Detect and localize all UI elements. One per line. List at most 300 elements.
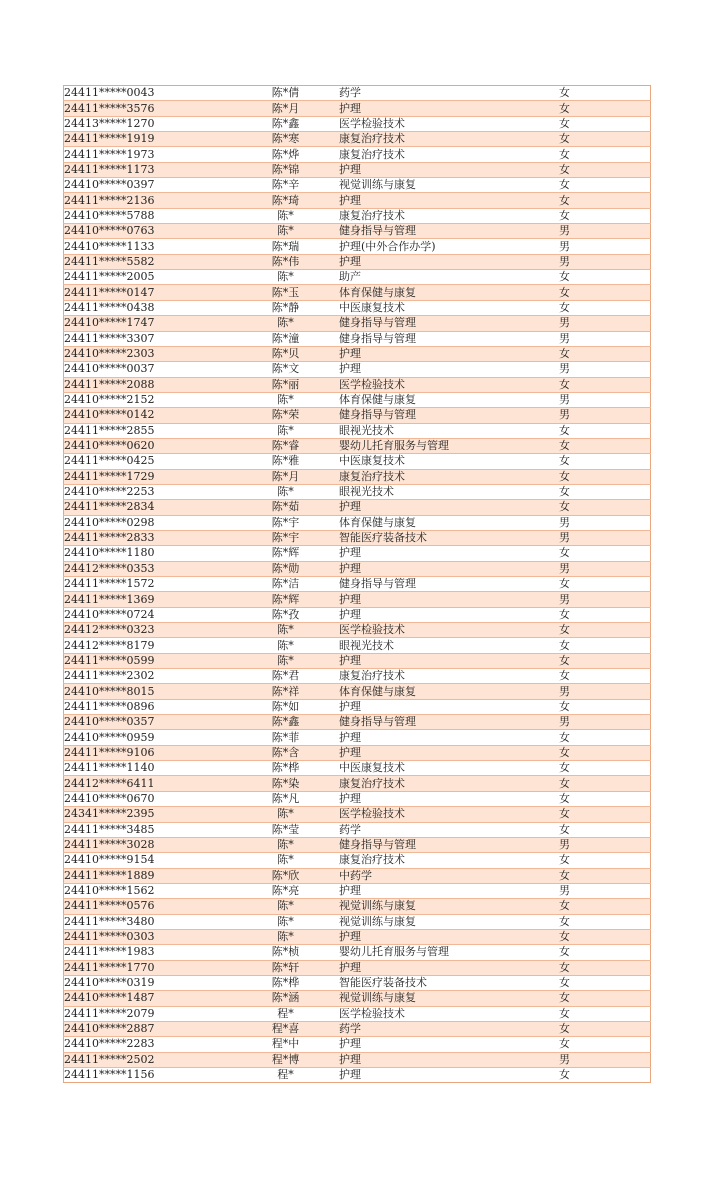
student-id-cell: 24412*****0323 bbox=[64, 623, 233, 638]
major-cell: 康复治疗技术 bbox=[339, 208, 559, 223]
table-row bbox=[64, 484, 651, 499]
major-cell: 婴幼儿托育服务与管理 bbox=[339, 438, 559, 453]
table-row bbox=[64, 132, 651, 147]
table-row bbox=[64, 592, 651, 607]
table-row bbox=[64, 362, 651, 377]
table-row bbox=[64, 1021, 651, 1036]
student-name-cell: 陈*静 bbox=[232, 300, 339, 315]
major-cell: 药学 bbox=[339, 86, 361, 100]
major-cell: 护理(中外合作办学) bbox=[339, 239, 559, 254]
table-row bbox=[64, 669, 651, 684]
table-row bbox=[64, 960, 651, 975]
student-id-cell: 24411*****0438 bbox=[64, 300, 233, 315]
student-name-cell: 陈*孜 bbox=[232, 607, 339, 622]
student-name-cell: 陈* bbox=[232, 623, 339, 638]
table-row bbox=[64, 423, 651, 438]
student-id-cell: 24410*****0670 bbox=[64, 791, 233, 806]
student-name-cell: 陈* bbox=[232, 914, 339, 929]
gender-cell: 女 bbox=[559, 929, 651, 944]
major-cell: 护理 bbox=[339, 193, 559, 208]
table-row bbox=[64, 1068, 651, 1083]
table-row bbox=[64, 699, 651, 714]
major-cell: 视觉训练与康复 bbox=[339, 178, 559, 193]
table-row bbox=[64, 178, 651, 193]
gender-cell: 女 bbox=[559, 699, 651, 714]
gender-cell: 女 bbox=[559, 669, 651, 684]
major-cell: 视觉训练与康复 bbox=[339, 914, 559, 929]
table-row bbox=[64, 469, 651, 484]
gender-cell: 女 bbox=[559, 822, 651, 837]
major-cell: 护理 bbox=[339, 883, 559, 898]
gender-cell: 男 bbox=[559, 239, 651, 254]
student-name-cell: 陈*轩 bbox=[232, 960, 339, 975]
table-row bbox=[64, 239, 651, 254]
major-cell: 健身指导与管理 bbox=[339, 408, 559, 423]
gender-cell: 女 bbox=[559, 377, 651, 392]
student-name-cell: 陈*鑫 bbox=[232, 715, 339, 730]
table-row bbox=[64, 822, 651, 837]
student-name-cell: 陈*如 bbox=[232, 699, 339, 714]
gender-cell: 女 bbox=[559, 1006, 651, 1021]
table-row bbox=[64, 653, 651, 668]
roster-sheet bbox=[63, 85, 651, 1083]
student-name-cell: 陈*潼 bbox=[232, 331, 339, 346]
student-id-cell: 24410*****0037 bbox=[64, 362, 233, 377]
table-row bbox=[64, 331, 651, 346]
major-cell: 中医康复技术 bbox=[339, 300, 559, 315]
major-cell: 护理 bbox=[339, 254, 559, 269]
student-id-cell: 24411*****0576 bbox=[64, 899, 233, 914]
student-name-cell: 陈* bbox=[232, 224, 339, 239]
table-row bbox=[64, 853, 651, 868]
student-id-cell: 24411*****0147 bbox=[64, 285, 233, 300]
student-name-cell: 陈*辉 bbox=[232, 592, 339, 607]
student-name-cell: 程*喜 bbox=[232, 1021, 339, 1036]
major-cell: 护理 bbox=[339, 929, 559, 944]
gender-cell: 女 bbox=[559, 761, 651, 776]
major-cell: 护理 bbox=[339, 592, 559, 607]
student-name-cell: 陈*君 bbox=[232, 669, 339, 684]
table-row bbox=[64, 454, 651, 469]
major-cell: 护理 bbox=[339, 791, 559, 806]
student-id-cell: 24411*****2834 bbox=[64, 500, 233, 515]
student-id-cell: 24411*****1770 bbox=[64, 960, 233, 975]
student-name-cell: 陈*锦 bbox=[232, 162, 339, 177]
major-cell: 护理 bbox=[339, 960, 559, 975]
table-row bbox=[64, 837, 651, 852]
gender-cell: 男 bbox=[559, 592, 651, 607]
student-id-cell: 24411*****2833 bbox=[64, 530, 233, 545]
major-cell: 医学检验技术 bbox=[339, 623, 559, 638]
table-row bbox=[64, 162, 651, 177]
major-cell: 康复治疗技术 bbox=[339, 776, 559, 791]
student-id-cell: 24411*****0896 bbox=[64, 699, 233, 714]
student-name-cell: 陈*烨 bbox=[232, 147, 339, 162]
student-id-cell: 24410*****1133 bbox=[64, 239, 233, 254]
student-name-cell: 陈*涵 bbox=[232, 991, 339, 1006]
major-cell: 健身指导与管理 bbox=[339, 837, 559, 852]
gender-cell: 女 bbox=[559, 193, 651, 208]
major-cell: 护理 bbox=[339, 745, 559, 760]
student-name-cell: 陈*瑞 bbox=[232, 239, 339, 254]
student-name-cell: 陈*辛 bbox=[232, 178, 339, 193]
table-row bbox=[64, 300, 651, 315]
student-id-cell: 24411*****0043 bbox=[64, 86, 155, 100]
roster-table bbox=[63, 85, 651, 1083]
student-id-cell: 24411*****2088 bbox=[64, 377, 233, 392]
major-cell: 健身指导与管理 bbox=[339, 224, 559, 239]
student-id-cell: 24410*****2303 bbox=[64, 346, 233, 361]
gender-cell: 女 bbox=[559, 162, 651, 177]
student-id-cell: 24411*****3028 bbox=[64, 837, 233, 852]
student-id-cell: 24411*****3307 bbox=[64, 331, 233, 346]
table-row bbox=[64, 515, 651, 530]
table-row bbox=[64, 730, 651, 745]
student-name-cell: 陈*月 bbox=[232, 101, 339, 116]
student-name-cell: 陈* bbox=[232, 653, 339, 668]
table-row bbox=[64, 945, 651, 960]
major-cell: 中药学 bbox=[339, 868, 559, 883]
student-name-cell: 陈* bbox=[232, 837, 339, 852]
student-name-cell: 陈* bbox=[232, 316, 339, 331]
gender-cell: 女 bbox=[559, 899, 651, 914]
gender-cell: 男 bbox=[559, 883, 651, 898]
student-name-cell: 陈*文 bbox=[232, 362, 339, 377]
major-cell: 视觉训练与康复 bbox=[339, 991, 559, 1006]
student-id-cell: 24411*****0425 bbox=[64, 454, 233, 469]
table-row bbox=[64, 607, 651, 622]
student-name-cell: 陈*欣 bbox=[232, 868, 339, 883]
gender-cell: 女 bbox=[559, 86, 570, 100]
student-id-cell: 24411*****3480 bbox=[64, 914, 233, 929]
student-id-cell: 24411*****2136 bbox=[64, 193, 233, 208]
table-row bbox=[64, 116, 651, 131]
student-id-cell: 24410*****0397 bbox=[64, 178, 233, 193]
student-name-cell: 陈*雅 bbox=[232, 454, 339, 469]
student-id-cell: 24411*****1729 bbox=[64, 469, 233, 484]
table-row bbox=[64, 346, 651, 361]
major-cell: 体育保健与康复 bbox=[339, 285, 559, 300]
student-name-cell: 陈*丽 bbox=[232, 377, 339, 392]
major-cell: 医学检验技术 bbox=[339, 807, 559, 822]
major-cell: 体育保健与康复 bbox=[339, 392, 559, 407]
gender-cell: 女 bbox=[559, 776, 651, 791]
major-cell: 护理 bbox=[339, 653, 559, 668]
student-id-cell: 24411*****2855 bbox=[64, 423, 233, 438]
student-name-cell: 陈*辉 bbox=[232, 546, 339, 561]
table-row bbox=[64, 1052, 651, 1067]
table-row bbox=[64, 270, 651, 285]
gender-cell: 女 bbox=[559, 300, 651, 315]
major-cell: 眼视光技术 bbox=[339, 423, 559, 438]
major-cell: 康复治疗技术 bbox=[339, 669, 559, 684]
major-cell: 护理 bbox=[339, 607, 559, 622]
major-cell: 医学检验技术 bbox=[339, 377, 559, 392]
table-row bbox=[64, 684, 651, 699]
gender-cell: 女 bbox=[559, 454, 651, 469]
student-name-cell: 陈* bbox=[232, 392, 339, 407]
major-cell: 眼视光技术 bbox=[339, 638, 559, 653]
major-cell: 护理 bbox=[339, 546, 559, 561]
table-row bbox=[64, 761, 651, 776]
gender-cell: 女 bbox=[559, 469, 651, 484]
gender-cell: 女 bbox=[559, 791, 651, 806]
table-row bbox=[64, 1006, 651, 1021]
student-id-cell: 24411*****1919 bbox=[64, 132, 233, 147]
table-row bbox=[64, 316, 651, 331]
student-id-cell: 24410*****0357 bbox=[64, 715, 233, 730]
gender-cell: 男 bbox=[559, 837, 651, 852]
student-name-cell: 陈* bbox=[232, 208, 339, 223]
table-row bbox=[64, 438, 651, 453]
major-cell: 健身指导与管理 bbox=[339, 715, 559, 730]
major-cell: 护理 bbox=[339, 346, 559, 361]
student-id-cell: 24410*****1180 bbox=[64, 546, 233, 561]
major-cell: 中医康复技术 bbox=[339, 454, 559, 469]
table-row bbox=[64, 975, 651, 990]
roster-table-body bbox=[64, 86, 651, 1083]
student-name-cell: 陈*桦 bbox=[232, 975, 339, 990]
gender-cell: 女 bbox=[559, 868, 651, 883]
table-row bbox=[64, 868, 651, 883]
student-name-cell: 程* bbox=[232, 1068, 339, 1083]
student-name-cell: 陈*洁 bbox=[232, 577, 339, 592]
student-id-cell: 24411*****5582 bbox=[64, 254, 233, 269]
student-name-cell: 陈*宇 bbox=[232, 530, 339, 545]
major-cell: 药学 bbox=[339, 822, 559, 837]
table-row bbox=[64, 807, 651, 822]
student-id-cell: 24410*****5788 bbox=[64, 208, 233, 223]
gender-cell: 女 bbox=[559, 1037, 651, 1052]
gender-cell: 男 bbox=[559, 515, 651, 530]
gender-cell: 男 bbox=[559, 530, 651, 545]
gender-cell: 女 bbox=[559, 975, 651, 990]
gender-cell: 女 bbox=[559, 178, 651, 193]
table-row bbox=[64, 1037, 651, 1052]
student-id-cell: 24410*****0763 bbox=[64, 224, 233, 239]
major-cell: 医学检验技术 bbox=[339, 1006, 559, 1021]
student-id-cell: 24412*****0353 bbox=[64, 561, 233, 576]
student-id-cell: 24410*****9154 bbox=[64, 853, 233, 868]
gender-cell: 男 bbox=[559, 408, 651, 423]
student-id-cell: 24410*****0142 bbox=[64, 408, 233, 423]
table-row bbox=[64, 377, 651, 392]
student-name-cell: 陈* bbox=[232, 423, 339, 438]
student-name-cell: 陈*桢 bbox=[232, 945, 339, 960]
student-id-cell: 24411*****1156 bbox=[64, 1068, 233, 1083]
table-row bbox=[64, 623, 651, 638]
student-id-cell: 24411*****0303 bbox=[64, 929, 233, 944]
student-id-cell: 24410*****1487 bbox=[64, 991, 233, 1006]
student-id-cell: 24411*****2005 bbox=[64, 270, 233, 285]
student-name-cell: 陈*荣 bbox=[232, 408, 339, 423]
student-id-cell: 24411*****1369 bbox=[64, 592, 233, 607]
major-cell: 智能医疗装备技术 bbox=[339, 975, 559, 990]
student-name-cell: 程*中 bbox=[232, 1037, 339, 1052]
table-row bbox=[64, 715, 651, 730]
student-name-cell: 陈*贝 bbox=[232, 346, 339, 361]
table-row bbox=[64, 899, 651, 914]
student-name-cell: 陈*茹 bbox=[232, 500, 339, 515]
major-cell: 药学 bbox=[339, 1021, 559, 1036]
student-id-cell: 24410*****1747 bbox=[64, 316, 233, 331]
table-row bbox=[64, 208, 651, 223]
gender-cell: 女 bbox=[559, 438, 651, 453]
table-row bbox=[64, 638, 651, 653]
gender-cell: 女 bbox=[559, 945, 651, 960]
gender-cell: 女 bbox=[559, 991, 651, 1006]
gender-cell: 男 bbox=[559, 316, 651, 331]
major-cell: 助产 bbox=[339, 270, 559, 285]
student-name-cell: 陈* bbox=[232, 929, 339, 944]
major-cell: 康复治疗技术 bbox=[339, 469, 559, 484]
student-name-cell: 陈* bbox=[232, 484, 339, 499]
student-name-cell: 陈*倩 bbox=[271, 86, 300, 100]
student-name-cell: 陈*睿 bbox=[232, 438, 339, 453]
major-cell: 中医康复技术 bbox=[339, 761, 559, 776]
table-row bbox=[64, 745, 651, 760]
table-row bbox=[64, 546, 651, 561]
gender-cell: 女 bbox=[559, 638, 651, 653]
student-name-cell: 陈*祥 bbox=[232, 684, 339, 699]
gender-cell: 女 bbox=[559, 546, 651, 561]
gender-cell: 女 bbox=[559, 147, 651, 162]
table-row bbox=[64, 392, 651, 407]
table-row bbox=[64, 408, 651, 423]
student-name-cell: 陈*寒 bbox=[232, 132, 339, 147]
student-id-cell: 24410*****0959 bbox=[64, 730, 233, 745]
student-id-cell: 24410*****0724 bbox=[64, 607, 233, 622]
table-row bbox=[64, 791, 651, 806]
table-row bbox=[64, 147, 651, 162]
student-name-cell: 陈*琦 bbox=[232, 193, 339, 208]
major-cell: 护理 bbox=[339, 730, 559, 745]
major-cell: 护理 bbox=[339, 101, 559, 116]
student-name-cell: 陈*玉 bbox=[232, 285, 339, 300]
major-cell: 婴幼儿托育服务与管理 bbox=[339, 945, 559, 960]
student-name-cell: 陈*月 bbox=[232, 469, 339, 484]
gender-cell: 女 bbox=[559, 730, 651, 745]
student-id-cell: 24411*****1140 bbox=[64, 761, 233, 776]
student-name-cell: 陈* bbox=[232, 899, 339, 914]
student-id-cell: 24410*****8015 bbox=[64, 684, 233, 699]
gender-cell: 男 bbox=[559, 392, 651, 407]
student-id-cell: 24410*****2152 bbox=[64, 392, 233, 407]
major-cell: 健身指导与管理 bbox=[339, 577, 559, 592]
major-cell: 智能医疗装备技术 bbox=[339, 530, 559, 545]
major-cell: 护理 bbox=[339, 561, 559, 576]
gender-cell: 男 bbox=[559, 254, 651, 269]
student-id-cell: 24410*****0620 bbox=[64, 438, 233, 453]
major-cell: 体育保健与康复 bbox=[339, 684, 559, 699]
gender-cell: 女 bbox=[559, 1021, 651, 1036]
major-cell: 康复治疗技术 bbox=[339, 147, 559, 162]
student-name-cell: 陈* bbox=[232, 853, 339, 868]
gender-cell: 女 bbox=[559, 484, 651, 499]
student-id-cell: 24411*****1973 bbox=[64, 147, 233, 162]
table-row bbox=[64, 500, 651, 515]
major-cell: 康复治疗技术 bbox=[339, 132, 559, 147]
table-row bbox=[64, 914, 651, 929]
student-name-cell: 陈*宇 bbox=[232, 515, 339, 530]
table-row bbox=[64, 193, 651, 208]
student-name-cell: 陈* bbox=[232, 270, 339, 285]
major-cell: 体育保健与康复 bbox=[339, 515, 559, 530]
student-id-cell: 24413*****1270 bbox=[64, 116, 233, 131]
gender-cell: 女 bbox=[559, 500, 651, 515]
student-id-cell: 24410*****2283 bbox=[64, 1037, 233, 1052]
student-name-cell: 陈*伟 bbox=[232, 254, 339, 269]
gender-cell: 女 bbox=[559, 960, 651, 975]
gender-cell: 女 bbox=[559, 914, 651, 929]
student-id-cell: 24410*****1562 bbox=[64, 883, 233, 898]
gender-cell: 男 bbox=[559, 331, 651, 346]
student-name-cell: 陈*含 bbox=[232, 745, 339, 760]
gender-cell: 男 bbox=[559, 1052, 651, 1067]
gender-cell: 男 bbox=[559, 561, 651, 576]
table-row bbox=[64, 561, 651, 576]
major-cell: 健身指导与管理 bbox=[339, 316, 559, 331]
student-id-cell: 24411*****2302 bbox=[64, 669, 233, 684]
gender-cell: 女 bbox=[559, 807, 651, 822]
gender-cell: 女 bbox=[559, 653, 651, 668]
student-id-cell: 24411*****1889 bbox=[64, 868, 233, 883]
student-id-cell: 24411*****3485 bbox=[64, 822, 233, 837]
student-id-cell: 24411*****1572 bbox=[64, 577, 233, 592]
student-id-cell: 24410*****0298 bbox=[64, 515, 233, 530]
gender-cell: 女 bbox=[559, 101, 651, 116]
major-cell: 眼视光技术 bbox=[339, 484, 559, 499]
student-id-cell: 24412*****8179 bbox=[64, 638, 233, 653]
student-name-cell: 陈*染 bbox=[232, 776, 339, 791]
student-name-cell: 程*博 bbox=[232, 1052, 339, 1067]
student-id-cell: 24411*****2502 bbox=[64, 1052, 233, 1067]
table-row bbox=[64, 929, 651, 944]
gender-cell: 女 bbox=[559, 745, 651, 760]
table-row bbox=[64, 254, 651, 269]
major-cell: 护理 bbox=[339, 500, 559, 515]
gender-cell: 女 bbox=[559, 623, 651, 638]
major-cell: 康复治疗技术 bbox=[339, 853, 559, 868]
student-name-cell: 陈*勋 bbox=[232, 561, 339, 576]
table-row bbox=[64, 86, 651, 101]
table-row bbox=[64, 285, 651, 300]
major-cell: 护理 bbox=[339, 162, 559, 177]
gender-cell: 女 bbox=[559, 577, 651, 592]
student-name-cell: 陈*鑫 bbox=[232, 116, 339, 131]
student-id-cell: 24411*****3576 bbox=[64, 101, 233, 116]
gender-cell: 女 bbox=[559, 1068, 651, 1083]
student-id-cell: 24411*****1173 bbox=[64, 162, 233, 177]
student-name-cell: 陈* bbox=[232, 807, 339, 822]
major-cell: 护理 bbox=[339, 362, 559, 377]
student-name-cell: 陈*莹 bbox=[232, 822, 339, 837]
table-row bbox=[64, 530, 651, 545]
table-row bbox=[64, 991, 651, 1006]
gender-cell: 女 bbox=[559, 285, 651, 300]
student-id-cell: 24412*****6411 bbox=[64, 776, 233, 791]
table-row bbox=[64, 101, 651, 116]
student-id-cell: 24411*****0599 bbox=[64, 653, 233, 668]
gender-cell: 女 bbox=[559, 423, 651, 438]
table-row bbox=[64, 224, 651, 239]
student-name-cell: 陈*亮 bbox=[232, 883, 339, 898]
table-row bbox=[64, 577, 651, 592]
student-id-cell: 24341*****2395 bbox=[64, 807, 233, 822]
gender-cell: 女 bbox=[559, 853, 651, 868]
major-cell: 护理 bbox=[339, 1052, 559, 1067]
student-name-cell: 程* bbox=[232, 1006, 339, 1021]
